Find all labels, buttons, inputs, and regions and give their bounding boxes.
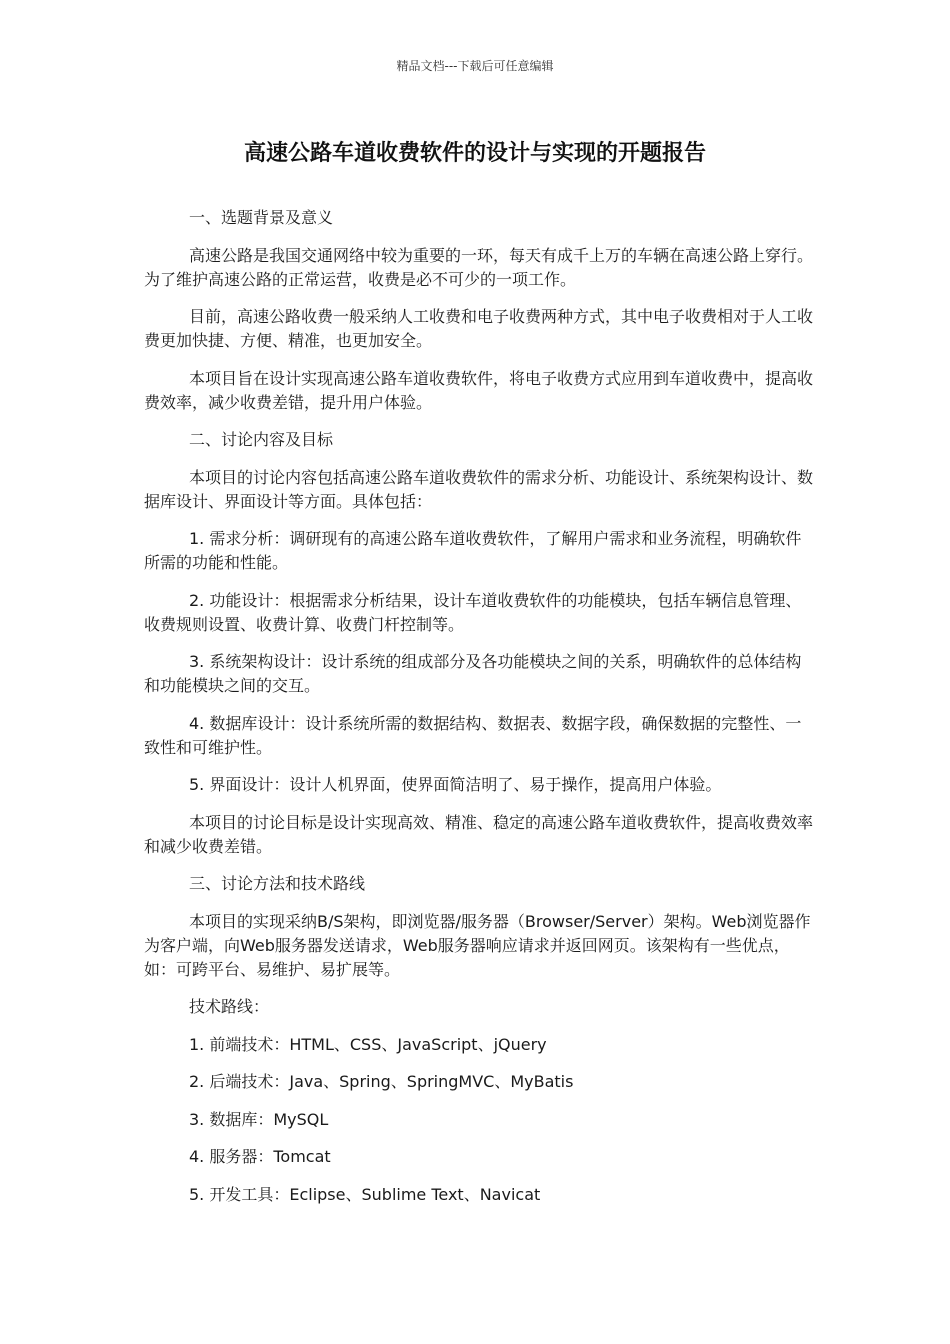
section-heading-1: 一、选题背景及意义 xyxy=(189,208,334,227)
list-item: 4. 服务器：Tomcat xyxy=(189,1147,331,1166)
list-item: 3. 系统架构设计：设计系统的组成部分及各功能模块之间的关系，明确软件的总体结构和功能模块之间的交互。 xyxy=(144,652,802,695)
page-title: 高速公路车道收费软件的设计与实现的开题报告 xyxy=(243,141,706,166)
list-item: 1. 前端技术：HTML、CSS、JavaScript、jQuery xyxy=(189,1034,547,1054)
paragraph: 本项目的实现采纳B/S架构，即浏览器/服务器（Browser/Server）架构。Web浏览器作为客户端，向Web服务器发送请求，Web服务器响应请求并返回网页。该架构有一些优点，如：可跨平台、易维护、易扩展等。 xyxy=(144,911,811,979)
list-item: 1. 需求分析：调研现有的高速公路车道收费软件，了解用户需求和业务流程，明确软件所需的功能和性能。 xyxy=(144,529,802,572)
section-heading-2: 二、讨论内容及目标 xyxy=(189,430,334,449)
list-item: 2. 后端技术：Java、Spring、SpringMVC、MyBatis xyxy=(189,1072,574,1091)
list-item: 5. 界面设计：设计人机界面，使界面简洁明了、易于操作，提高用户体验。 xyxy=(189,775,722,794)
header-note: 精品文档---下载后可任意编辑 xyxy=(396,59,554,73)
section-heading-3: 三、讨论方法和技术路线 xyxy=(189,874,366,893)
list-item: 3. 数据库：MySQL xyxy=(189,1109,329,1129)
list-item: 4. 数据库设计：设计系统所需的数据结构、数据表、数据字段，确保数据的完整性、一致性和可维护性。 xyxy=(144,713,802,757)
paragraph: 目前，高速公路收费一般采纳人工收费和电子收费两种方式，其中电子收费相对于人工收费更加快捷、方便、精准，也更加安全。 xyxy=(144,307,814,350)
list-item: 5. 开发工具：Eclipse、Sublime Text、Navicat xyxy=(189,1184,541,1204)
paragraph: 本项目的讨论内容包括高速公路车道收费软件的需求分析、功能设计、系统架构设计、数据库设计、界面设计等方面。具体包括： xyxy=(144,467,814,511)
paragraph: 高速公路是我国交通网络中较为重要的一环，每天有成千上万的车辆在高速公路上穿行。为了维护高速公路的正常运营，收费是必不可少的一项工作。 xyxy=(144,245,814,289)
paragraph: 技术路线： xyxy=(189,997,270,1016)
document-body xyxy=(144,206,814,1220)
paragraph: 本项目旨在设计实现高速公路车道收费软件，将电子收费方式应用到车道收费中，提高收费效率，减少收费差错，提升用户体验。 xyxy=(144,368,814,412)
paragraph: 本项目的讨论目标是设计实现高效、精准、稳定的高速公路车道收费软件，提高收费效率和减少收费差错。 xyxy=(144,812,814,856)
list-item: 2. 功能设计：根据需求分析结果，设计车道收费软件的功能模块，包括车辆信息管理、收费规则设置、收费计算、收费门杆控制等。 xyxy=(144,590,802,634)
